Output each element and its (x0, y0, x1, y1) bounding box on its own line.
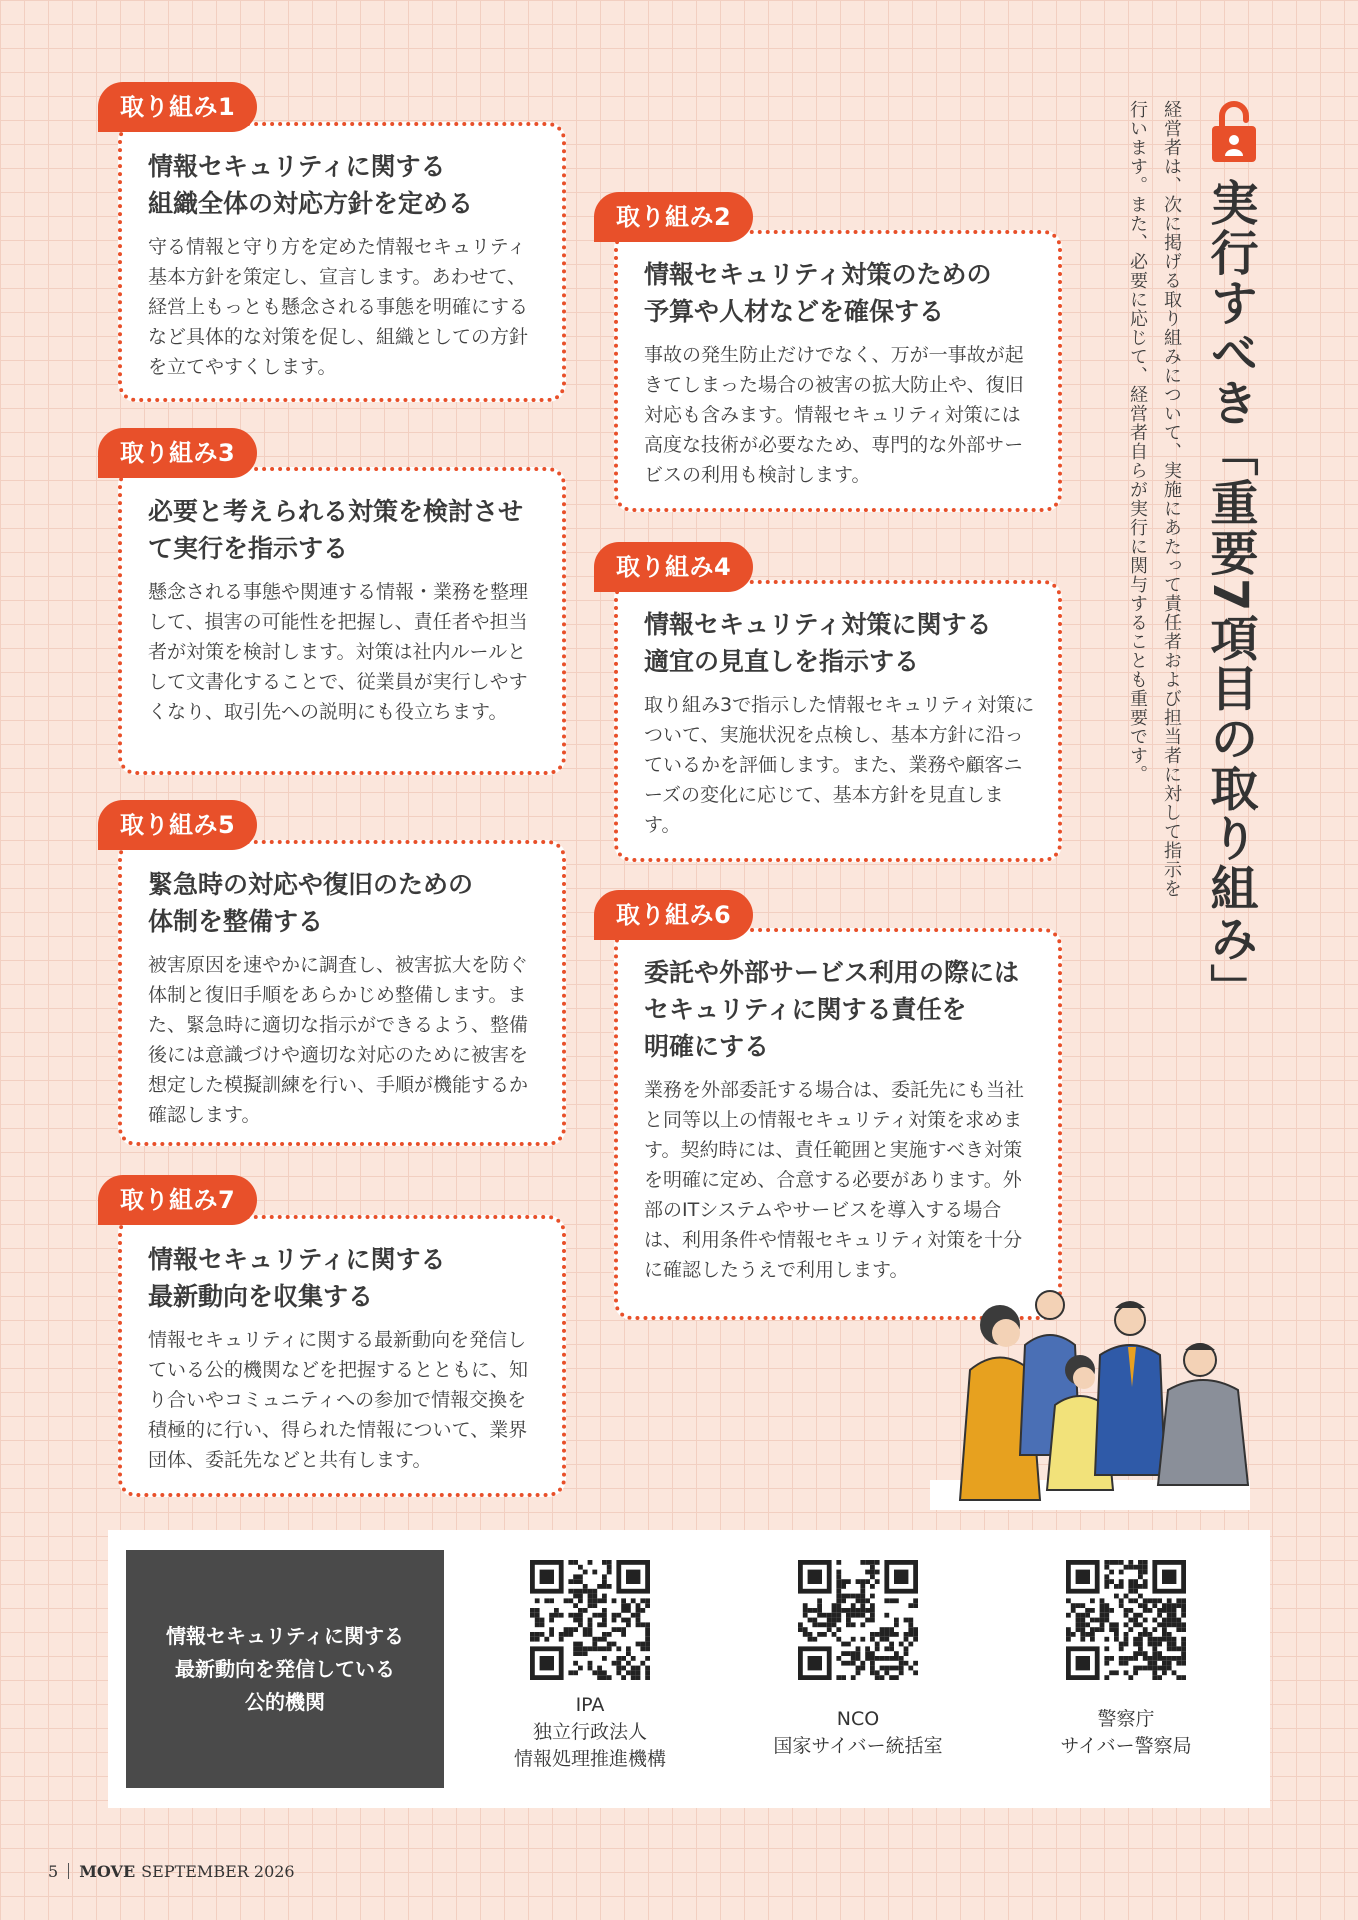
measure-title: 必要と考えられる対策を検討させて実行を指示する (148, 497, 524, 563)
measure-body: 情報セキュリティに関する最新動向を発信している公的機関などを把握するとともに、知り合いやコミュニティへの参加で情報交換を積極的に行い、得られた情報について、業界団体、委託先などと共有します。 (148, 1329, 529, 1471)
measure-body: 取り組み3で指示した情報セキュリティ対策について、実施状況を点検し、基本方針に沿っているかを評価します。また、業務や顧客ニーズの変化に応じて、基本方針を見直します。 (644, 694, 1035, 836)
lead-text: 経営者は、次に掲げる取り組みについて、実施にあたって責任者および担当者に対して指示を行います。また、必要に応じて、経営者自らが実行に関与することも重要です。 (1127, 100, 1182, 898)
qr-code-icon[interactable] (530, 1560, 650, 1680)
qr-code-icon[interactable] (1066, 1560, 1186, 1680)
qr-npa-line2: サイバー警察局 (1060, 1735, 1192, 1757)
measure-title: 情報セキュリティ対策のための 予算や人材などを確保する (644, 260, 992, 326)
measure-card-2 (614, 230, 1062, 512)
qr-ipa-line1: IPA (575, 1694, 605, 1716)
qr-nco[interactable] (738, 1560, 978, 1760)
resources-panel (108, 1530, 1270, 1808)
measure-card-4 (614, 580, 1062, 862)
measure-tag-6: 取り組み6 (594, 890, 753, 940)
qr-nco-line2: 国家サイバー統括室 (773, 1735, 943, 1757)
measure-card-6 (614, 928, 1062, 1320)
qr-npa-line1: 警察庁 (1097, 1708, 1155, 1730)
measure-tag-5: 取り組み5 (98, 800, 257, 850)
measure-card-7 (118, 1215, 566, 1497)
measure-body: 業務を外部委託する場合は、委託先にも当社と同等以上の情報セキュリティ対策を求めます。契約時には、責任範囲と実施すべき対策を明確に定め、合意する必要があります。外部のITシステムやサービスを導入する場合は、利用条件や情報セキュリティ対策を十分に確認したうえで利用します。 (644, 1079, 1025, 1281)
padlock-icon (1208, 98, 1260, 164)
page-title: 実行すべき「重要7項目の取り組み」 (1202, 178, 1258, 1014)
magazine-name: MOVE (79, 1862, 136, 1881)
measure-card-5 (118, 840, 566, 1146)
measure-body: 被害原因を速やかに調査し、被害拡大を防ぐ体制と復旧手順をあらかじめ整備します。また、緊急時に適切な指示ができるよう、整備後には意識づけや適切な対応のために被害を想定した模擬訓練を行い、手順が機能するか確認します。 (148, 954, 529, 1126)
measure-title: 情報セキュリティに関する 最新動向を収集する (148, 1245, 446, 1311)
page-footer (48, 1862, 295, 1881)
qr-nco-line1: NCO (836, 1708, 880, 1730)
footer-divider (68, 1863, 69, 1879)
measure-card-1 (118, 122, 566, 402)
qr-ipa[interactable] (470, 1560, 710, 1773)
qr-ipa-line3: 情報処理推進機構 (513, 1748, 666, 1770)
page-number: 5 (48, 1862, 59, 1881)
measure-title: 情報セキュリティに関する 組織全体の対応方針を定める (148, 152, 474, 218)
business-team-illustration (930, 1275, 1250, 1510)
resources-heading: 情報セキュリティに関する 最新動向を発信している 公的機関 (166, 1623, 404, 1714)
measure-tag-3: 取り組み3 (98, 428, 257, 478)
measure-body: 守る情報と守り方を定めた情報セキュリティ基本方針を策定し、宣言します。あわせて、経営上もっとも懸念される事態を明確にするなど具体的な対策を促し、組織としての方針を立てやすくします。 (148, 236, 529, 378)
qr-ipa-line2: 独立行政法人 (532, 1721, 647, 1743)
qr-code-icon[interactable] (798, 1560, 918, 1680)
measure-title: 緊急時の対応や復旧のための 体制を整備する (148, 870, 474, 936)
issue-date: SEPTEMBER 2026 (141, 1862, 295, 1881)
measure-title: 委託や外部サービス利用の際には セキュリティに関する責任を 明確にする (644, 958, 1020, 1061)
resources-heading-box (126, 1550, 444, 1788)
measure-card-3 (118, 467, 566, 775)
measure-tag-2: 取り組み2 (594, 192, 753, 242)
measure-body: 懸念される事態や関連する情報・業務を整理して、損害の可能性を把握し、責任者や担当者が対策を検討します。対策は社内ルールとして文書化することで、従業員が実行しやすくなり、取引先への説明にも役立ちます。 (148, 581, 529, 723)
measure-tag-4: 取り組み4 (594, 542, 753, 592)
qr-npa[interactable] (1006, 1560, 1246, 1760)
measure-tag-7: 取り組み7 (98, 1175, 257, 1225)
measure-body: 事故の発生防止だけでなく、万が一事故が起きてしまった場合の被害の拡大防止や、復旧対応も含みます。情報セキュリティ対策には高度な技術が必要なため、専門的な外部サービスの利用も検討します。 (644, 344, 1024, 486)
measure-title: 情報セキュリティ対策に関する 適宜の見直しを指示する (644, 610, 992, 676)
measure-tag-1: 取り組み1 (98, 82, 257, 132)
